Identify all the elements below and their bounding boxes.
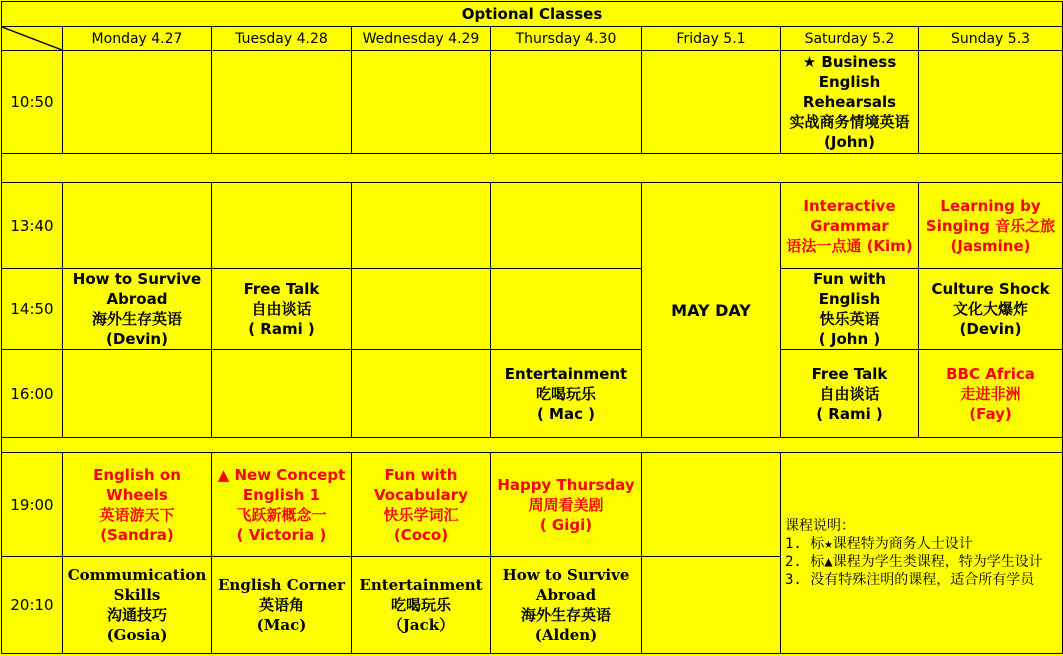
class-teacher: (Sandra) (100, 525, 174, 544)
empty-cell (63, 51, 212, 154)
class-title: BBC Africa (946, 364, 1035, 383)
class-title: Free Talk (243, 280, 320, 298)
class-title: Happy Thursday (497, 475, 635, 494)
class-entertainment (491, 350, 642, 438)
class-title: Entertainment (359, 576, 483, 594)
class-cn: 快乐学词汇 (383, 505, 459, 524)
time-1450: 14:50 (2, 269, 63, 350)
empty-cell (491, 269, 642, 350)
class-english-on-wheels (63, 453, 212, 557)
class-learning-by-singing (919, 183, 1063, 269)
empty-cell (352, 269, 491, 350)
class-teacher: （Jack） (387, 616, 455, 634)
class-title: ★ Business English Rehearsals (802, 53, 897, 111)
empty-cell (491, 51, 642, 154)
may-day-holiday: MAY DAY (642, 183, 781, 438)
empty-cell (642, 453, 781, 557)
spacer-row (2, 438, 1063, 453)
empty-cell (642, 51, 781, 154)
notes-line: 3. 没有特殊注明的课程，适合所有学员 (785, 572, 1035, 588)
class-interactive-grammar (781, 183, 919, 269)
empty-cell (491, 183, 642, 269)
day-header-wednesday: Wednesday 4.29 (352, 27, 491, 51)
class-title-cn (921, 196, 1060, 236)
class-title: Commumication Skills (67, 566, 207, 604)
class-teacher: ( Rami ) (816, 404, 883, 423)
empty-cell (212, 350, 352, 438)
class-title: Fun with English (813, 270, 886, 308)
class-cn: 英语游天下 (99, 505, 175, 524)
day-header-friday: Friday 5.1 (642, 27, 781, 51)
class-title: How to Survive Abroad (502, 566, 630, 604)
class-teacher: (Devin) (106, 330, 168, 348)
day-header-sunday: Sunday 5.3 (919, 27, 1063, 51)
class-culture-shock (919, 269, 1063, 350)
class-teacher: (Devin) (959, 320, 1022, 338)
class-teacher: (Alden) (534, 626, 598, 644)
class-cn: 自由谈话 (819, 384, 880, 403)
class-cn-teacher (783, 236, 916, 256)
time-1340: 13:40 (2, 183, 63, 269)
course-notes (781, 453, 1063, 654)
empty-cell (352, 350, 491, 438)
empty-cell (212, 183, 352, 269)
class-title: Interactive Grammar (803, 196, 896, 235)
class-teacher: (John) (824, 133, 875, 151)
class-cn: 文化大爆炸 (953, 300, 1029, 318)
class-teacher: (Coco) (393, 525, 449, 544)
day-header-thursday: Thursday 4.30 (491, 27, 642, 51)
class-teacher: ( John ) (818, 330, 881, 348)
class-cn: 英语角 (258, 596, 304, 614)
class-title: English on Wheels (93, 465, 181, 504)
class-cn: 自由谈话 (251, 300, 312, 318)
time-1050: 10:50 (2, 51, 63, 154)
time-2010: 20:10 (2, 557, 63, 654)
class-teacher: (Fay) (969, 404, 1012, 423)
class-cn: 海外生存英语 (520, 606, 611, 624)
empty-cell (919, 51, 1063, 154)
class-fun-with-english (781, 269, 919, 350)
empty-cell (642, 557, 781, 654)
spacer-row (2, 154, 1063, 183)
class-cn: 海外生存英语 (91, 310, 182, 328)
class-teacher: (Mac) (256, 616, 307, 634)
class-cn: 周周看美剧 (528, 495, 604, 514)
class-title: Fun with Vocabulary (374, 465, 468, 504)
empty-cell (212, 51, 352, 154)
class-new-concept-english (212, 453, 352, 557)
optional-classes-table (1, 1, 1063, 654)
day-header-monday: Monday 4.27 (63, 27, 212, 51)
notes-line: 2. 标▲课程为学生类课程，特为学生设计 (785, 554, 1043, 570)
empty-cell (63, 350, 212, 438)
class-english-corner (212, 557, 352, 654)
class-how-to-survive-abroad (63, 269, 212, 350)
class-how-to-survive-abroad (491, 557, 642, 654)
empty-cell (63, 183, 212, 269)
empty-cell (352, 183, 491, 269)
class-cn: 实战商务情境英语 (789, 113, 910, 131)
class-title: Culture Shock (931, 280, 1050, 298)
class-teacher: ( Mac ) (536, 404, 596, 423)
class-title: ▲ New Concept English 1 (217, 465, 346, 504)
class-teacher: (Jasmine) (950, 236, 1031, 255)
notes-heading: 课程说明： (785, 518, 855, 534)
class-cn: 沟通技巧 (106, 606, 167, 624)
class-business-english (781, 51, 919, 154)
empty-cell (352, 51, 491, 154)
class-free-talk (212, 269, 352, 350)
time-1600: 16:00 (2, 350, 63, 438)
class-teacher: ( Victoria ) (236, 525, 327, 544)
class-communication-skills (63, 557, 212, 654)
class-title: Learning by Singing (925, 196, 1041, 235)
diagonal-line (2, 27, 62, 50)
class-free-talk (781, 350, 919, 438)
class-cn: 走进非洲 (960, 384, 1021, 403)
day-header-saturday: Saturday 5.2 (781, 27, 919, 51)
class-cn: 吃喝玩乐 (390, 596, 451, 614)
class-title: Free Talk (811, 364, 888, 383)
class-title: How to Survive Abroad (72, 270, 202, 308)
class-happy-thursday (491, 453, 642, 557)
class-teacher: (Gosia) (106, 626, 168, 644)
class-cn: 语法一点通 (786, 236, 862, 255)
corner-cell (2, 27, 63, 51)
class-fun-with-vocabulary (352, 453, 491, 557)
class-bbc-africa (919, 350, 1063, 438)
time-1900: 19:00 (2, 453, 63, 557)
class-teacher: ( Gigi) (539, 515, 593, 534)
class-cn: 音乐之旅 (995, 216, 1056, 235)
class-entertainment (352, 557, 491, 654)
class-title: English Corner (218, 576, 345, 594)
class-teacher: ( Rami ) (248, 320, 315, 338)
class-teacher: (Kim) (866, 236, 913, 255)
class-cn: 吃喝玩乐 (535, 384, 596, 403)
class-title: Entertainment (504, 364, 628, 383)
table-title: Optional Classes (2, 2, 1063, 27)
class-cn: 飞跃新概念一 (236, 505, 327, 524)
class-cn: 快乐英语 (819, 310, 880, 328)
day-header-tuesday: Tuesday 4.28 (212, 27, 352, 51)
notes-line: 1. 标★课程特为商务人士设计 (785, 536, 973, 552)
